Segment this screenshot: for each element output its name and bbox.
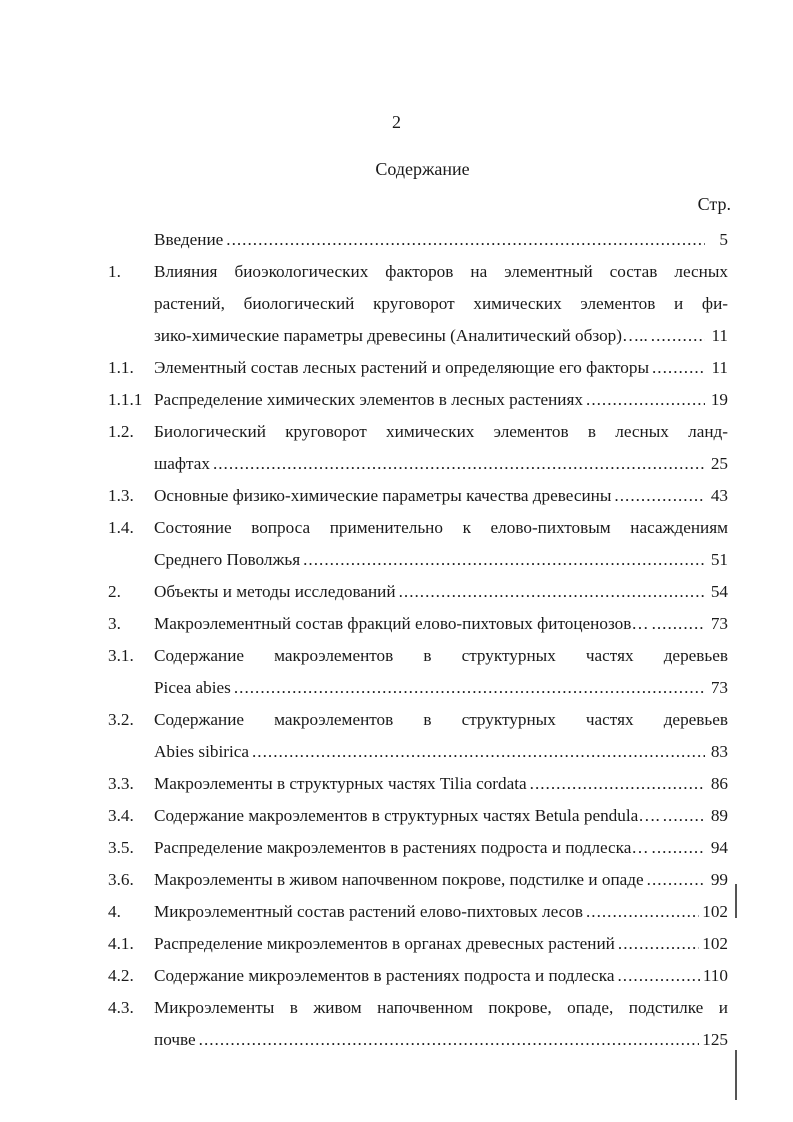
toc-entry-title: Влияния биоэкологических факторов на элементный состав лесных — [154, 262, 728, 281]
toc-leader-dots — [234, 672, 705, 704]
toc-entry-title: Содержание микроэлементов в растениях подроста и подлеска — [154, 966, 615, 985]
toc-entry-page: 86 — [710, 774, 728, 793]
scan-margin-mark — [735, 1050, 737, 1100]
toc-leader-dots — [399, 576, 705, 608]
toc-entry-title: Макроэлементы в живом напочвенном покрове, подстилке и опаде — [154, 870, 644, 889]
toc-entry-title: Распределение химических элементов в лесных растениях — [154, 390, 584, 409]
toc-entry-page: 11 — [711, 326, 728, 345]
toc-entry[interactable] — [108, 416, 728, 480]
toc-entry[interactable] — [108, 864, 728, 896]
toc-entry-title: Среднего Поволжья — [154, 550, 301, 569]
toc-entry[interactable] — [108, 704, 728, 768]
toc-leader-dots — [652, 832, 705, 864]
toc-entry-title: почве — [154, 1030, 196, 1049]
page-number: 2 — [392, 112, 401, 132]
toc-leader-dots — [586, 384, 705, 416]
toc-entry[interactable] — [108, 896, 728, 928]
toc-entry-page: 125 — [702, 1030, 728, 1049]
toc-leader-dots — [226, 224, 705, 256]
toc-entry[interactable] — [108, 928, 728, 960]
toc-entry-page: 73 — [710, 614, 728, 633]
toc-entry-number: 3.1. — [108, 646, 134, 665]
toc-entry-page: 94 — [710, 838, 728, 857]
toc-entry-title: зико-химические параметры древесины (Аналитический обзор)….. — [154, 326, 648, 345]
toc-entry-number: 4.3. — [108, 998, 134, 1017]
toc-entry-page: 102 — [702, 902, 728, 921]
toc-entry-page: 51 — [710, 550, 728, 569]
toc-entry-number: 3. — [108, 614, 121, 633]
toc-entry-number: 4. — [108, 902, 121, 921]
toc-leader-dots — [586, 896, 699, 928]
toc-entry-title: Макроэлементы в структурных частях Tilia cordata — [154, 774, 527, 793]
toc-entry-page: 19 — [710, 390, 728, 409]
toc-entry-title: Picea abies — [154, 678, 231, 697]
toc-entry[interactable] — [108, 576, 728, 608]
toc-entry[interactable] — [108, 224, 728, 256]
toc-leader-dots — [618, 928, 699, 960]
toc-entry-title: Основные физико-химические параметры качества древесины — [154, 486, 612, 505]
toc-entry-page: 99 — [710, 870, 728, 889]
toc-entry-title: Биологический круговорот химических элементов в лесных ланд- — [154, 422, 728, 441]
toc-leader-dots — [303, 544, 705, 576]
toc-entry-title: Abies sibirica — [154, 742, 249, 761]
toc-entry-title: Содержание макроэлементов в структурных частях деревьев — [154, 710, 728, 729]
toc-entry-number: 3.2. — [108, 710, 134, 729]
toc-entry-number: 1.4. — [108, 518, 134, 537]
toc-entry[interactable] — [108, 256, 728, 352]
toc-entry-title: Объекты и методы исследований — [154, 582, 396, 601]
toc-entry-number: 3.5. — [108, 838, 134, 857]
toc-entry-page: 25 — [710, 454, 728, 473]
toc-entry-title: Элементный состав лесных растений и определяющие его факторы — [154, 358, 649, 377]
toc-entry[interactable] — [108, 992, 728, 1056]
toc-entry-title: Состояние вопроса применительно к елово-пихтовым насаждениям — [154, 518, 728, 537]
toc-leader-dots — [252, 736, 705, 768]
toc-entry[interactable] — [108, 832, 728, 864]
toc-entry-title: растений, биологический круговорот химических элементов и фи- — [154, 294, 728, 313]
table-of-contents — [108, 224, 728, 1056]
toc-leader-dots — [213, 448, 705, 480]
toc-leader-dots — [618, 960, 700, 992]
toc-entry-page: 83 — [710, 742, 728, 761]
page-title: Содержание — [375, 159, 470, 179]
toc-entry-title: Микроэлементный состав растений елово-пихтовых лесов — [154, 902, 583, 921]
toc-leader-dots — [199, 1024, 700, 1056]
toc-entry-number: 4.2. — [108, 966, 134, 985]
toc-entry[interactable] — [108, 640, 728, 704]
toc-leader-dots — [614, 480, 705, 512]
toc-entry-page: 102 — [702, 934, 728, 953]
toc-entry-number: 1.1. — [108, 358, 134, 377]
toc-entry-number: 1.3. — [108, 486, 134, 505]
toc-leader-dots — [647, 864, 705, 896]
toc-entry[interactable] — [108, 384, 728, 416]
toc-entry-title: Содержание макроэлементов в структурных частях деревьев — [154, 646, 728, 665]
toc-entry-page: 89 — [710, 806, 728, 825]
toc-leader-dots — [663, 800, 705, 832]
toc-entry-title: Распределение макроэлементов в растениях подроста и подлеска… — [154, 838, 649, 857]
toc-entry[interactable] — [108, 800, 728, 832]
toc-entry-number: 3.3. — [108, 774, 134, 793]
toc-entry-number: 1.2. — [108, 422, 134, 441]
toc-entry-page: 54 — [710, 582, 728, 601]
toc-entry-title: Микроэлементы в живом напочвенном покрове, опаде, подстилке и — [154, 998, 728, 1017]
toc-entry-page: 5 — [719, 230, 728, 249]
toc-entry-page: 110 — [702, 966, 728, 985]
toc-entry[interactable] — [108, 768, 728, 800]
scan-margin-mark — [735, 884, 737, 918]
toc-entry[interactable] — [108, 960, 728, 992]
toc-leader-dots — [651, 320, 705, 352]
toc-leader-dots — [530, 768, 705, 800]
page-column-label: Стр. — [697, 194, 731, 214]
toc-entry-number: 1. — [108, 262, 121, 281]
toc-entry-page: 43 — [710, 486, 728, 505]
toc-entry-number: 3.4. — [108, 806, 134, 825]
toc-entry-page: 73 — [710, 678, 728, 697]
toc-entry[interactable] — [108, 480, 728, 512]
toc-entry-number: 2. — [108, 582, 121, 601]
toc-entry-title: Макроэлементный состав фракций елово-пихтовых фитоценозов… — [154, 614, 649, 633]
toc-entry-number: 1.1.1 — [108, 390, 143, 409]
toc-entry-title: Распределение микроэлементов в органах древесных растений — [154, 934, 615, 953]
toc-entry[interactable] — [108, 512, 728, 576]
toc-entry-number — [108, 224, 154, 256]
toc-entry[interactable] — [108, 608, 728, 640]
toc-leader-dots — [652, 608, 705, 640]
toc-entry[interactable] — [108, 352, 728, 384]
toc-entry-title: Введение — [154, 230, 224, 249]
toc-entry-title: шафтах — [154, 454, 210, 473]
toc-entry-title: Содержание макроэлементов в структурных частях Betula pendula…. — [154, 806, 660, 825]
toc-entry-number: 4.1. — [108, 934, 134, 953]
toc-entry-page: 11 — [711, 358, 728, 377]
toc-leader-dots — [652, 352, 705, 384]
toc-entry-number: 3.6. — [108, 870, 134, 889]
